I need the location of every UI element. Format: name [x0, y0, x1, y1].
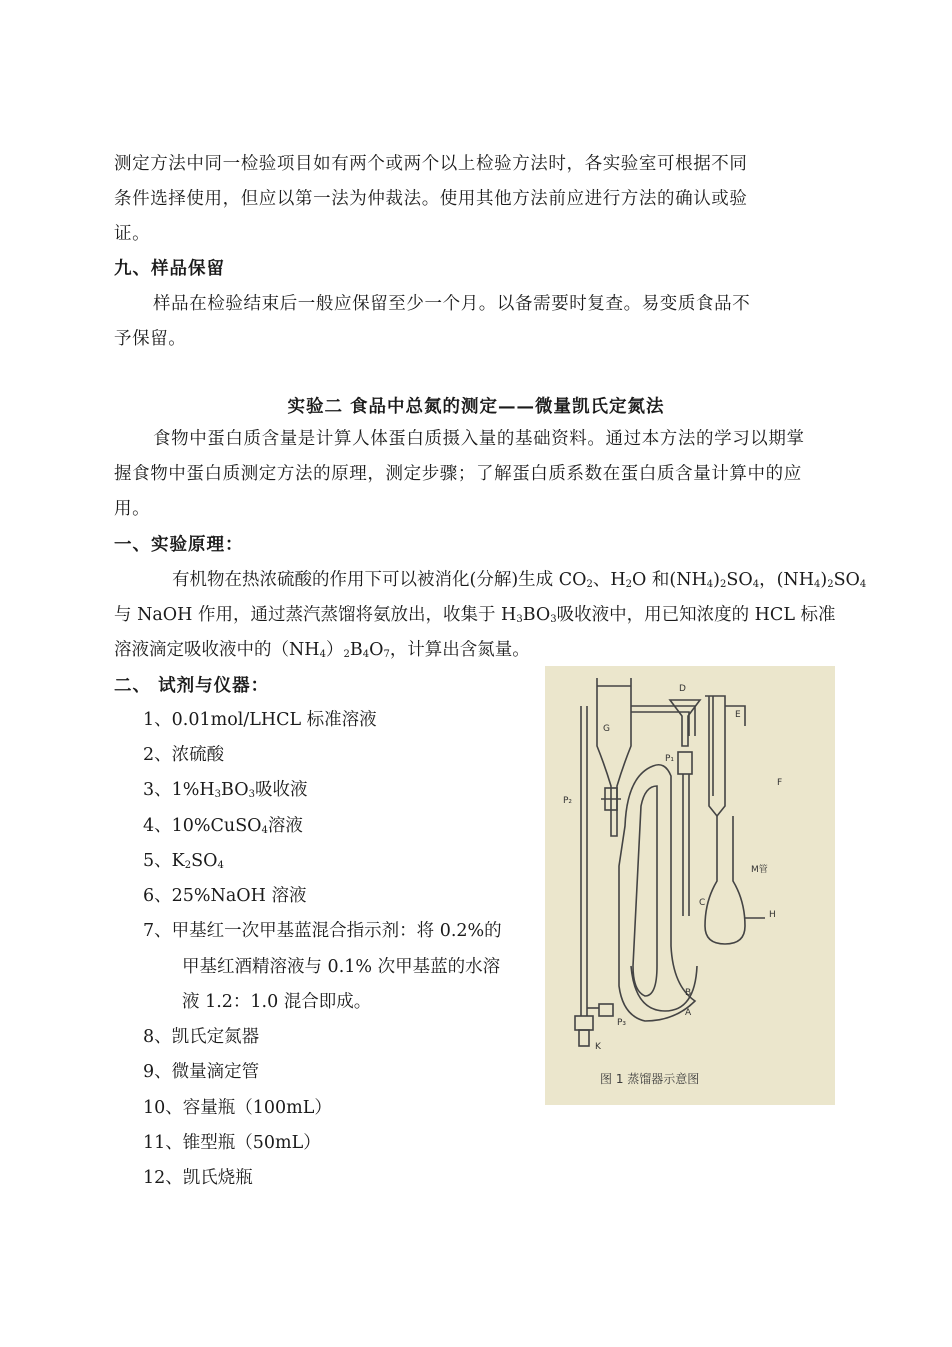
- figure-label-m-tube: M管: [751, 865, 768, 875]
- reagent-item-11: 11、锥型瓶（50mL）: [143, 1133, 321, 1153]
- distillation-apparatus-drawing: [545, 666, 835, 1066]
- principle-heading: 一、实验原理：: [114, 535, 244, 555]
- figure-label-g: G: [603, 724, 610, 734]
- principle-line-3: 溶液滴定吸收液中的$(NH_4)_2B_4O_7$，计算出含氮量。: [114, 640, 530, 660]
- reagent-item-3: 3、$1\%H_3BO_3$吸收液: [143, 780, 308, 800]
- reagent-item-8: 8、凯氏定氮器: [143, 1027, 260, 1047]
- figure-label-d: D: [679, 684, 686, 694]
- reagent-item-7-cont-2: 液 1.2：1.0 混合即成。: [182, 992, 372, 1012]
- figure-label-b: B: [685, 988, 692, 998]
- figure-label-p2: P₂: [563, 796, 573, 806]
- figure-label-a: A: [685, 1008, 692, 1018]
- reagent-item-5: 5、$K_2SO_4$: [143, 851, 224, 871]
- reagent-item-6: 6、25%NaOH 溶液: [143, 886, 307, 906]
- intro-line-2: 条件选择使用，但应以第一法为仲裁法。使用其他方法前应进行方法的确认或验: [114, 189, 748, 209]
- figure-label-p3: P₃: [617, 1018, 627, 1028]
- experiment-para-line-1: 食物中蛋白质含量是计算人体蛋白质摄入量的基础资料。通过本方法的学习以期掌: [153, 429, 805, 449]
- reagents-heading: 二、 试剂与仪器：: [114, 676, 270, 696]
- intro-line-3: 证。: [114, 224, 151, 244]
- figure-label-e: E: [735, 710, 741, 720]
- section-9-line-2: 予保留。: [114, 329, 187, 349]
- figure-label-h: H: [769, 910, 776, 920]
- reagent-item-10: 10、容量瓶（100mL）: [143, 1098, 332, 1118]
- reagent-item-2: 2、浓硫酸: [143, 745, 225, 765]
- reagent-item-7-cont-1: 甲基红酒精溶液与 0.1% 次甲基蓝的水溶: [182, 957, 501, 977]
- reagent-item-1: 1、0.01mol/LHCL 标准溶液: [143, 710, 377, 730]
- section-9-heading: 九、样品保留: [114, 259, 225, 279]
- reagent-item-9: 9、微量滴定管: [143, 1062, 260, 1082]
- reagent-item-4: 4、10%CuSO$_4$溶液: [143, 816, 303, 836]
- section-9-line-1: 样品在检验结束后一般应保留至少一个月。以备需要时复查。易变质食品不: [153, 294, 751, 314]
- figure-label-c: C: [699, 898, 706, 908]
- figure-label-p1: P₁: [665, 754, 675, 764]
- experiment-title: 实验二 食品中总氮的测定——微量凯氏定氮法: [287, 397, 665, 417]
- reagent-item-12: 12、凯氏烧瓶: [143, 1168, 253, 1188]
- figure-label-f: F: [777, 778, 783, 788]
- experiment-para-line-2: 握食物中蛋白质测定方法的原理，测定步骤；了解蛋白质系数在蛋白质含量计算中的应: [114, 464, 802, 484]
- figure-caption: 图 1 蒸馏器示意图: [600, 1072, 700, 1086]
- principle-line-1: 有机物在热浓硫酸的作用下可以被消化(分解)生成 $CO_2$、$H_2O$ 和$(NH_4)_2SO_4$，$(NH_4)_2SO_4$: [172, 570, 867, 590]
- reagent-item-7: 7、甲基红一次甲基蓝混合指示剂：将 0.2%的: [143, 921, 502, 941]
- distillation-apparatus-figure: [545, 666, 835, 1105]
- figure-label-k: K: [595, 1042, 601, 1052]
- principle-line-2: 与 NaOH 作用，通过蒸汽蒸馏将氨放出，收集于 $H_3BO_3$吸收液中，用已知浓度的 HCL 标准: [114, 605, 836, 625]
- intro-line-1: 测定方法中同一检验项目如有两个或两个以上检验方法时，各实验室可根据不同: [114, 154, 748, 174]
- experiment-para-line-3: 用。: [114, 499, 151, 519]
